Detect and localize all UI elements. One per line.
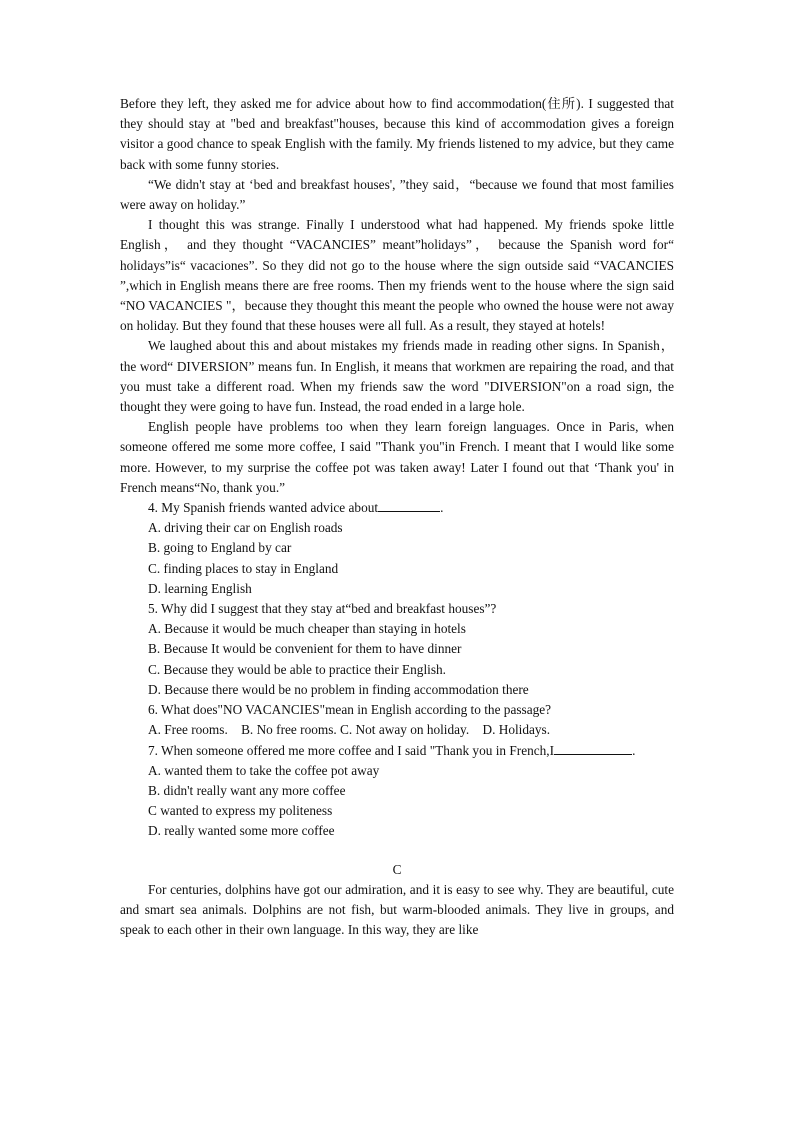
question-5-option-a[interactable]: A. Because it would be much cheaper than staying in hotels	[148, 621, 466, 637]
question-5-option-b[interactable]: B. Because It would be convenient for them to have dinner	[148, 641, 462, 657]
question-4-option-b[interactable]: B. going to England by car	[148, 540, 292, 556]
question-7: 7. When someone offered me more coffee and I said "Thank you in French,I .	[148, 742, 636, 758]
section-heading-c: C	[392, 861, 402, 877]
passage-b-paragraph-3: I thought this was strange. Finally I understood what had happened. My friends spoke little English， and they thought “VACANCIES” meant”holidays”， because the Spanish word for“ holidays”is“ vacaciones”. So they did not go to the house where the sign outside said “VACANCIES ”,which in English means there are free rooms. Then my friends went to the house where the sign said “NO VACANCIES "，because they thought this meant the people who owned the house were not away on holiday. But they found that these houses were all full. As a result, they stayed at hotels!	[120, 217, 674, 334]
question-7-option-c[interactable]: C wanted to express my politeness	[148, 803, 333, 819]
question-5-option-d[interactable]: D. Because there would be no problem in finding accommodation there	[148, 681, 529, 697]
passage-b-paragraph-2: “We didn't stay at ‘bed and breakfast houses', ”they said，“because we found that most families were away on holiday.”	[120, 176, 674, 213]
question-6-options[interactable]: A. Free rooms. B. No free rooms. C. Not away on holiday. D. Holidays.	[148, 722, 551, 738]
question-4-option-c[interactable]: C. finding places to stay in England	[148, 560, 339, 576]
question-4: 4. My Spanish friends wanted advice about .	[148, 500, 444, 516]
question-7-option-a[interactable]: A. wanted them to take the coffee pot away	[148, 762, 380, 778]
question-7-option-d[interactable]: D. really wanted some more coffee	[148, 823, 335, 839]
passage-b-paragraph-4: We laughed about this and about mistakes my friends made in reading other signs. In Spanish， the word“ DIVERSION” means fun. In English, it means that workmen are repairing the road, and that you must take a different road. When my friends saw the word "DIVERSION"on a road sign, the thought they were going to have fun. Instead, the road ended in a large hole.	[120, 338, 674, 415]
question-5-stem: 5. Why did I suggest that they stay at“bed and breakfast houses”?	[148, 601, 497, 617]
answer-blank[interactable]	[378, 499, 440, 512]
answer-blank[interactable]	[554, 742, 632, 755]
question-7-stem: 7. When someone offered me more coffee and I said "Thank you in French,I	[148, 742, 555, 758]
question-6-stem: 6. What does"NO VACANCIES"mean in English according to the passage?	[148, 702, 552, 718]
document-page	[120, 94, 674, 940]
question-4-option-a[interactable]: A. driving their car on English roads	[148, 520, 343, 536]
question-4-stem: 4. My Spanish friends wanted advice about	[148, 500, 379, 516]
passage-c-paragraph-1: For centuries, dolphins have got our admiration, and it is easy to see why. They are beautiful, cute and smart sea animals. Dolphins are not fish, but warm-blooded animals. They live in groups, and speak to each other in their own language. In this way, they are like	[120, 881, 674, 938]
question-7-option-b[interactable]: B. didn't really want any more coffee	[148, 782, 346, 798]
passage-b-paragraph-5: English people have problems too when they learn foreign languages. Once in Paris, when someone offered me some more coffee, I said "Thank you"in French. I meant that I would like some more. However, to my surprise the coffee pot was taken away! Later I found out that ‘Thank you' in French means“No, thank you.”	[120, 419, 674, 495]
question-5-option-c[interactable]: C. Because they would be able to practice their English.	[148, 661, 446, 677]
question-4-option-d[interactable]: D. learning English	[148, 580, 252, 596]
passage-b-paragraph-1: Before they left, they asked me for advice about how to find accommodation(住所). I suggested that they should stay at "bed and breakfast"houses, because this kind of accommodation gives a foreign visitor a good chance to speak English with the family. My friends listened to my advice, but they came back with some funny stories.	[120, 96, 674, 172]
